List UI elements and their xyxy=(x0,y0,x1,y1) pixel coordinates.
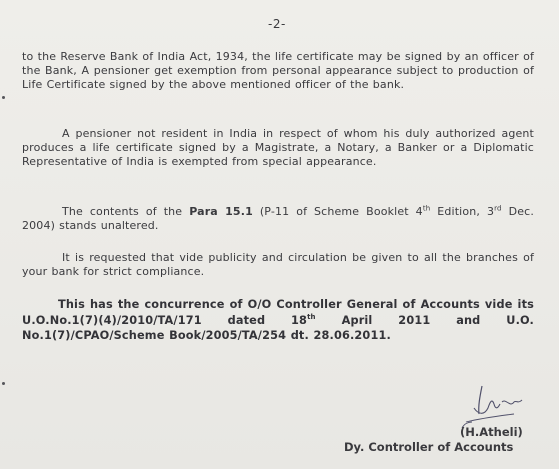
paragraph-text: The contents of the xyxy=(62,205,183,218)
signatory-name: (H.Atheli) xyxy=(460,425,523,439)
paragraph-non-resident-pensioner xyxy=(22,127,534,168)
paragraph-text: Dec. 2004) stands unaltered. xyxy=(22,205,534,232)
handwritten-signature xyxy=(452,378,542,428)
paragraph-text: (P-11 of Scheme Booklet 4 xyxy=(259,205,423,218)
superscript: rd xyxy=(494,204,502,213)
paragraph-concurrence xyxy=(22,297,534,344)
margin-mark xyxy=(2,382,5,385)
para-reference: Para 15.1 xyxy=(189,205,253,218)
page-number: -2- xyxy=(268,17,286,31)
paragraph-text: Edition, 3 xyxy=(437,205,495,218)
paragraph-text: April 2011 and U.O. No.1(7)/CPAO/Scheme Book/2005/TA/254 dt. 28.06.2011. xyxy=(22,313,534,342)
superscript: th xyxy=(307,312,316,321)
paragraph-text: This has the concurrence of O/O Controller General of Accounts vide its U.O.No.1(7)(4)/2010/TA/171 dated 18 xyxy=(22,298,534,327)
signatory-title: Dy. Controller of Accounts xyxy=(344,440,514,454)
paragraph-publicity-request xyxy=(22,251,534,279)
margin-mark xyxy=(2,96,5,99)
paragraph-text: It is requested that vide publicity and circulation be given to all the branches of your bank for strict compliance. xyxy=(22,251,534,278)
superscript: th xyxy=(422,204,431,213)
paragraph-text: A pensioner not resident in India in respect of whom his duly authorized agent produces a life certificate signed by a Magistrate, a Notary, a Banker or a Diplomatic Representative of India is exempted from special appearance. xyxy=(22,127,534,168)
paragraph-para-reference xyxy=(22,205,534,233)
paragraph-life-certificate-officer: to the Reserve Bank of India Act, 1934, the life certificate may be signed by an officer of the Bank, A pensioner get exemption from personal appearance subject to production of Life Certificate signed by the above mentioned officer of the bank. xyxy=(22,50,534,91)
